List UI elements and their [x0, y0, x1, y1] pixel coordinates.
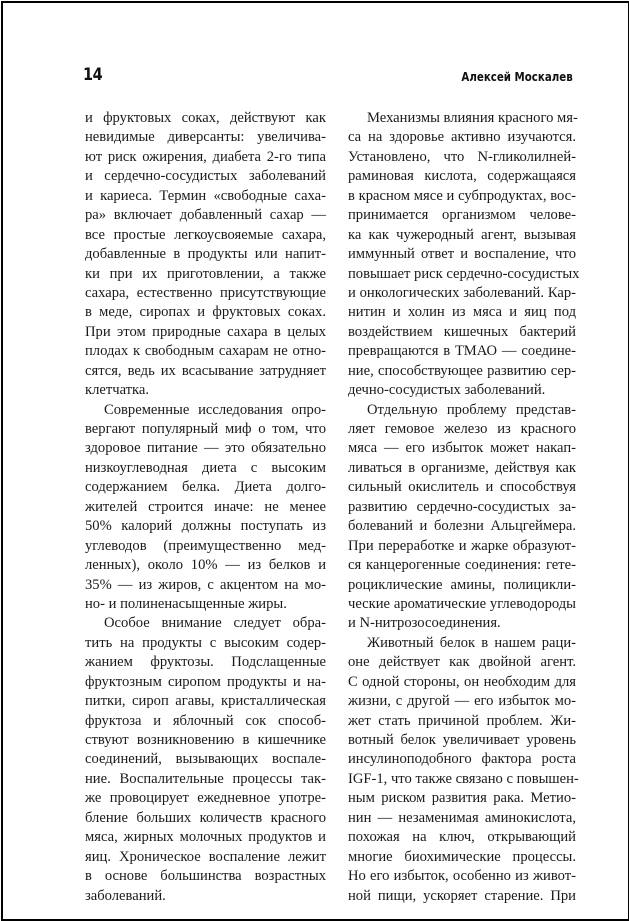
text-line: жителей строится иначе: не менее	[85, 498, 326, 515]
text-line: но- и полиненасыщенные жиры.	[85, 595, 287, 612]
text-line: многие биохимические процессы.	[348, 848, 576, 865]
text-line: Животный белок в нашем раци-	[367, 634, 576, 651]
text-line: ют риск ожирения, диабета 2-го типа	[85, 148, 326, 165]
text-line: ствуют возникновению в кишечнике	[85, 732, 326, 748]
text-line: инсулиноподобного фактора роста	[348, 751, 576, 768]
text-line: ной пищи, ускоряет старение. При	[348, 887, 576, 904]
text-line: и кариеса. Термин «свободные саха-	[85, 187, 326, 204]
text-line: При переработке и жарке образуют-	[348, 537, 576, 554]
text-line: мяса — его избыток может накап-	[348, 440, 576, 457]
text-line: сахара, естественно присутствующие	[85, 284, 326, 301]
text-line: повышает риск сердечно-сосудистых	[348, 265, 580, 282]
text-line: углеводов (преимущественно мед-	[85, 537, 326, 554]
text-line: ние. Воспалительные процессы так-	[85, 770, 326, 787]
text-line: яиц. Хроническое воспаление лежит	[85, 848, 326, 865]
text-line: вотный белок увеличивает уровень	[348, 732, 576, 748]
text-line: вергают популярный миф о том, что	[85, 421, 326, 437]
text-line: ки при их приготовлении, а также	[85, 265, 326, 282]
text-line: соединений, вызывающих воспале-	[85, 751, 326, 768]
text-line: и фруктовых соках, действуют как	[85, 110, 326, 126]
text-line: IGF-1, что также связано с повышен-	[348, 770, 579, 787]
text-line: Отдельную проблему представ-	[367, 401, 576, 418]
text-line: заболеваний.	[85, 887, 166, 904]
text-line: са на здоровье активно изучаются.	[348, 129, 576, 146]
text-column-right	[348, 109, 580, 906]
text-line: и N-нитрозосоединения.	[348, 615, 501, 632]
text-line: же провоцирует ежедневное употре-	[85, 790, 326, 807]
text-line: ляет гемовое железо из красного	[348, 421, 576, 437]
text-line: 35% — из жиров, с акцентом на мо-	[85, 576, 326, 593]
text-line: сильный окислитель и способствуя	[348, 479, 576, 496]
text-line: невидимые диверсанты: увеличива-	[85, 129, 326, 146]
text-line: здоровое питание — это обязательно	[85, 440, 326, 457]
text-line: ческие ароматические углеводороды	[348, 595, 576, 612]
text-line: низкоуглеводная диета с высоким	[85, 459, 326, 476]
text-line: развитию сердечно-сосудистых за-	[348, 498, 576, 515]
text-line: Особое внимание следует обра-	[104, 615, 326, 632]
text-line: нитин и холин из мяса и яиц под	[348, 304, 576, 321]
text-line: ливаться в организме, действуя как	[348, 459, 576, 476]
text-line: плодах к свободным сахарам не отно-	[85, 343, 326, 360]
text-line: ка как чужеродный агент, вызывая	[348, 226, 576, 243]
text-line: роциклические амины, полицикли-	[348, 576, 576, 593]
text-line: в основе большинства возрастных	[85, 868, 326, 885]
text-line: оне действует как двойной агент.	[348, 654, 576, 671]
text-line: клетчатка.	[85, 382, 150, 399]
text-line: добавленные в продукты или напит-	[85, 246, 326, 263]
text-line: в меде, сиропах и фруктовых соках.	[85, 304, 326, 321]
text-line: Современные исследования опро-	[104, 401, 326, 418]
text-line: и сердечно-сосудистых заболеваний	[85, 168, 326, 185]
text-line: жанием фруктозы. Подслащенные	[85, 654, 326, 671]
text-line: Установлено, что N-гликолилней-	[348, 148, 576, 165]
text-line: в красном мясе и субпродуктах, вос-	[348, 187, 576, 204]
text-line: воздействием кишечных бактерий	[348, 323, 576, 340]
text-line: мяса, жирных молочных продуктов и	[85, 829, 326, 846]
text-line: ся канцерогенные соединения: гете-	[348, 557, 576, 574]
text-line: сятся, ведь их всасывание затрудняет	[85, 362, 326, 379]
text-line: ра» включает добавленный сахар —	[85, 207, 326, 224]
text-line: превращаются в ТМАО — соедине-	[348, 343, 576, 360]
text-line: тить на продукты с высоким содер-	[85, 634, 326, 651]
text-line: похожая на ключ, открывающий	[348, 829, 576, 846]
text-line: ние, способствующее развитию сер-	[348, 362, 576, 379]
text-line: болеваний и болезни Альцгеймера.	[348, 518, 576, 535]
text-column-left	[85, 109, 326, 906]
text-line: питки, сироп агавы, кристаллическая	[85, 693, 326, 710]
text-line: бление больших количеств красного	[85, 809, 326, 826]
text-line: ным риском развития рака. Метио-	[348, 790, 576, 807]
text-line: и онкологических заболеваний. Кар-	[348, 284, 576, 301]
running-head-author: Алексей Москалев	[461, 69, 573, 84]
text-line: фруктоза и яблочный сок способ-	[85, 712, 326, 729]
text-line: все простые легкоусвояемые сахара,	[85, 226, 326, 243]
text-line: содержанием белка. Диета долго-	[85, 479, 326, 496]
text-line: фруктозным сиропом продукты и на-	[85, 673, 326, 690]
text-line: жет стать причиной проблем. Жи-	[348, 712, 576, 729]
text-line: С одной стороны, он необходим для	[348, 673, 576, 690]
text-line: При этом природные сахара в целых	[85, 323, 326, 340]
text-line: жизни, с другой — его избыток мо-	[348, 693, 576, 710]
text-line: Механизмы влияния красного мя-	[367, 110, 578, 126]
text-line: нин — незаменимая аминокислота,	[348, 809, 576, 826]
text-line: дечно-сосудистых заболеваний.	[348, 382, 546, 399]
text-line: Но его избыток, особенно из живот-	[348, 868, 576, 885]
text-line: раминовая кислота, содержащаяся	[348, 168, 576, 185]
text-line: 50% калорий должны поступать из	[85, 518, 326, 535]
text-line: ленных), около 10% — из белков и	[85, 557, 326, 574]
text-line: принимается организмом челове-	[348, 207, 576, 224]
text-line: иммунный ответ и воспаление, что	[348, 246, 576, 263]
page-number: 14	[83, 65, 103, 85]
book-page	[1, 1, 629, 921]
